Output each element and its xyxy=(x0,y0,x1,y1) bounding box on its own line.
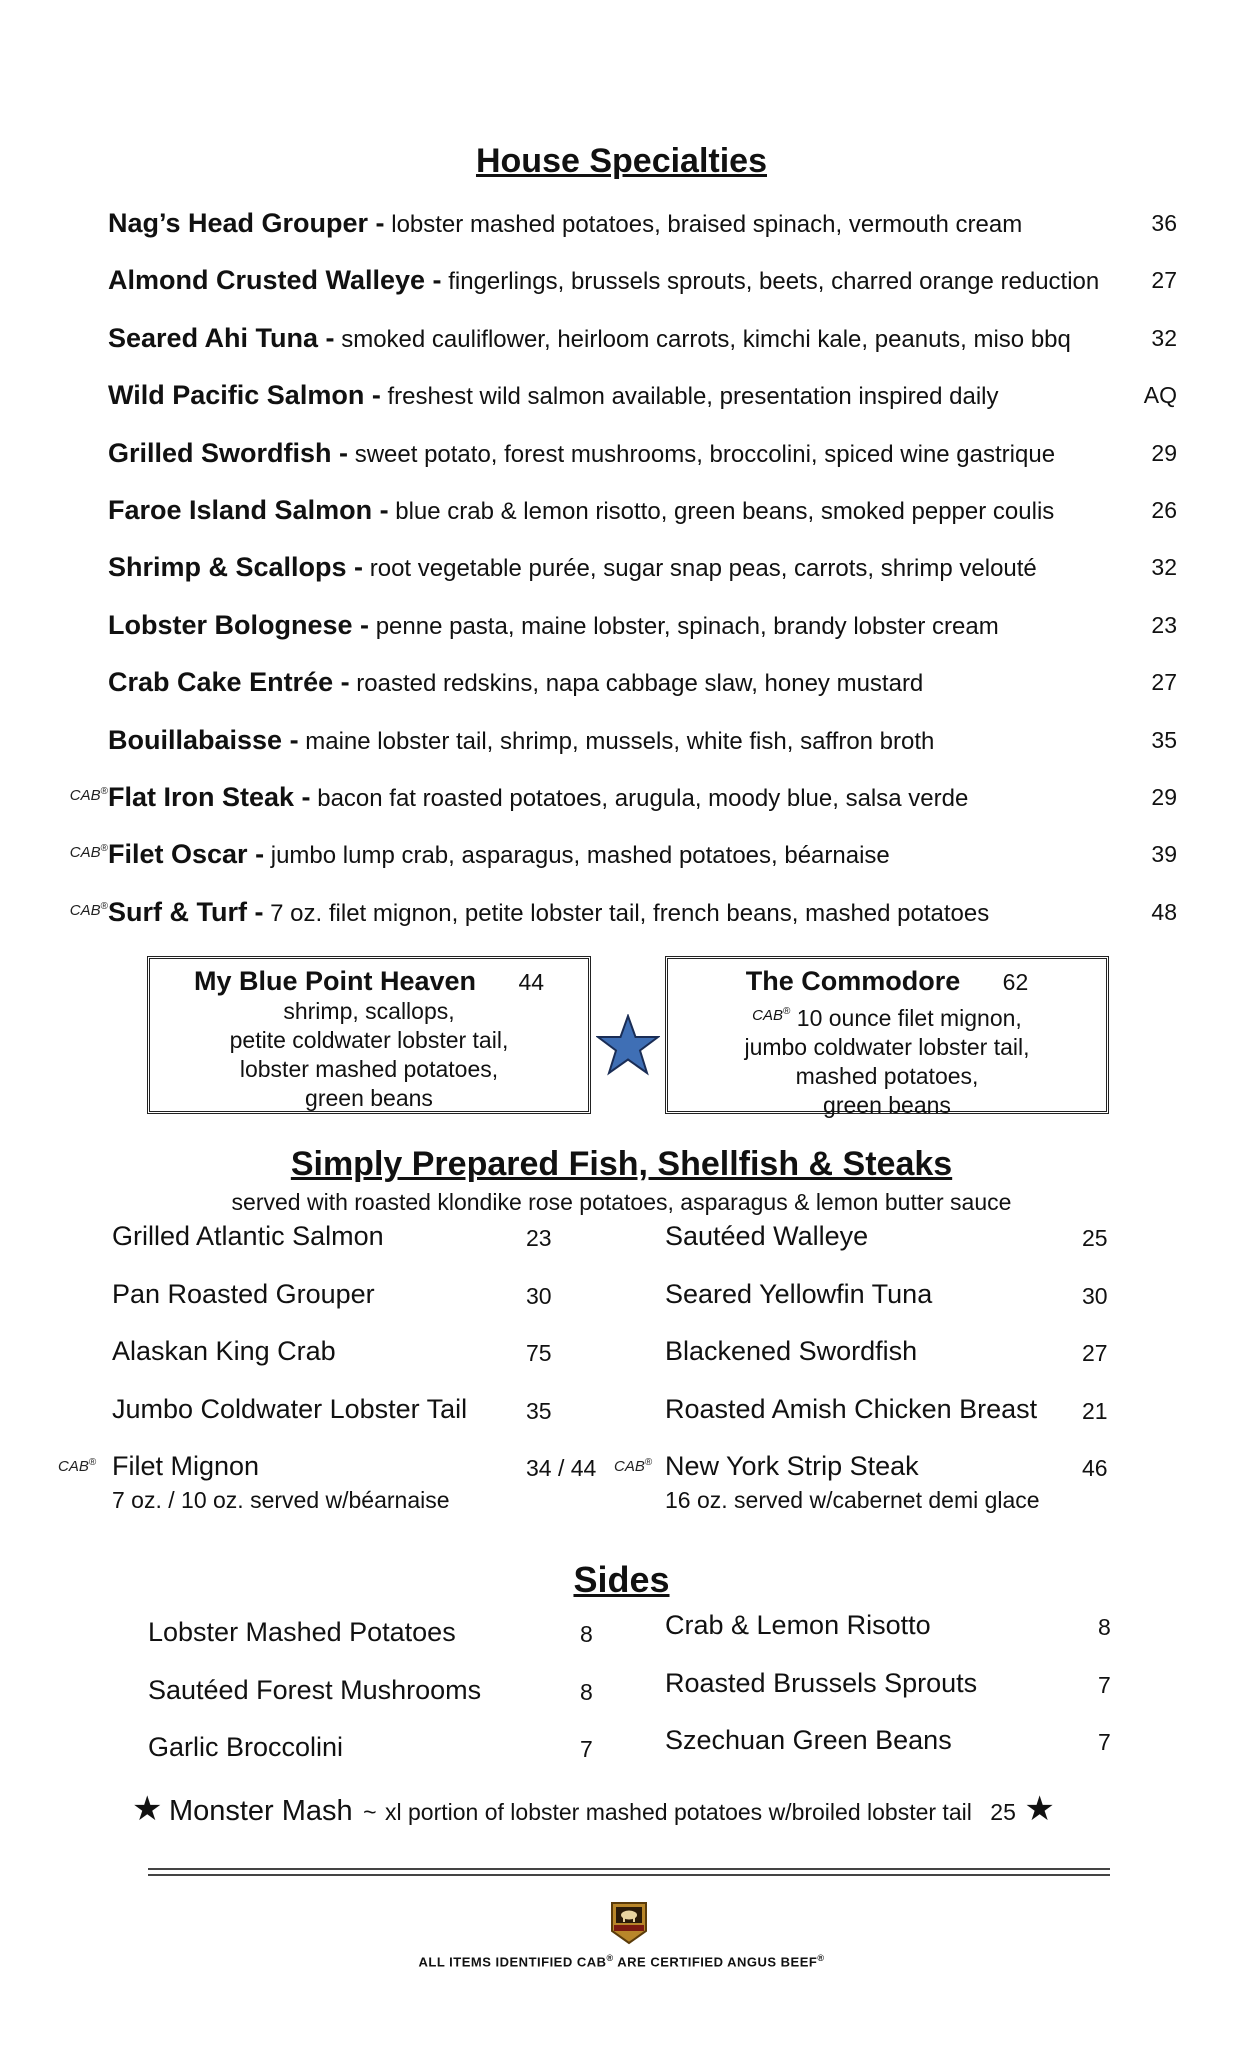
menu-item-name: Grilled Swordfish - xyxy=(108,437,349,468)
menu-item-price: 29 xyxy=(1151,439,1177,466)
menu-item-price: 34 / 44 xyxy=(526,1455,597,1482)
menu-item-price: 25 xyxy=(1082,1225,1108,1251)
menu-item xyxy=(0,495,1243,535)
menu-item-description: smoked cauliflower, heirloom carrots, kimchi kale, peanuts, miso bbq xyxy=(341,325,1071,353)
menu-item xyxy=(0,265,1243,305)
feature-line: green beans xyxy=(305,1085,433,1111)
feature-box-commodore xyxy=(665,956,1109,1118)
menu-item-price: 27 xyxy=(1151,267,1177,294)
side-item-name: Szechuan Green Beans xyxy=(665,1725,952,1755)
menu-item xyxy=(665,1336,1108,1376)
side-item xyxy=(148,1617,593,1648)
menu-item-name: Jumbo Coldwater Lobster Tail xyxy=(112,1393,468,1424)
menu-item-text xyxy=(108,323,1071,354)
menu-item-price: 27 xyxy=(1151,669,1177,696)
menu-item-description: root vegetable purée, sugar snap peas, carrots, shrimp velouté xyxy=(369,555,1037,583)
menu-item-description: sweet potato, forest mushrooms, broccolini, spiced wine gastrique xyxy=(354,440,1056,468)
menu-item-name: Blackened Swordfish xyxy=(665,1336,918,1367)
menu-item-description: lobster mashed potatoes, braised spinach, vermouth cream xyxy=(391,211,1023,238)
menu-item-name: Bouillabaisse - xyxy=(108,724,299,755)
menu-item-description: maine lobster tail, shrimp, mussels, white fish, saffron broth xyxy=(305,727,935,755)
menu-item-text xyxy=(108,839,890,870)
side-item-name: Roasted Brussels Sprouts xyxy=(665,1667,978,1698)
feature-line: mashed potatoes, xyxy=(795,1063,979,1089)
menu-item-name: New York Strip Steak xyxy=(665,1451,919,1482)
star-icon: ★ xyxy=(132,1790,163,1828)
menu-item-name: Seared Yellowfin Tuna xyxy=(665,1278,933,1309)
menu-item-name: Pan Roasted Grouper xyxy=(112,1278,375,1309)
menu-item-name: Nag’s Head Grouper - xyxy=(108,208,385,238)
menu-item-price: 48 xyxy=(1151,898,1177,925)
star-icon: ★ xyxy=(1024,1790,1055,1828)
side-item-price: 7 xyxy=(1098,1729,1111,1755)
menu-item-name: Grilled Atlantic Salmon xyxy=(112,1221,384,1251)
menu-item-name: Filet Oscar - xyxy=(108,839,265,870)
menu-item xyxy=(665,1393,1108,1434)
menu-item-price: 46 xyxy=(1082,1455,1108,1482)
menu-item-price: 30 xyxy=(526,1282,552,1309)
menu-item-name: Flat Iron Steak - xyxy=(108,782,311,812)
cab-mark: CAB® xyxy=(69,786,108,804)
menu-item-price: 32 xyxy=(1151,554,1177,581)
side-item-price: 8 xyxy=(580,1678,593,1705)
star-icon xyxy=(596,1014,660,1076)
side-item xyxy=(665,1610,1111,1641)
menu-item-description: jumbo lump crab, asparagus, mashed potatoes, béarnaise xyxy=(270,842,890,870)
menu-item-description: 7 oz. / 10 oz. served w/béarnaise xyxy=(112,1487,450,1514)
menu-item-description: bacon fat roasted potatoes, arugula, moody blue, salsa verde xyxy=(317,785,969,812)
menu-item-name: Shrimp & Scallops - xyxy=(108,552,364,583)
menu-item-description: blue crab & lemon risotto, green beans, smoked pepper coulis xyxy=(395,498,1055,525)
menu-item-description: fingerlings, brussels sprouts, beets, charred orange reduction xyxy=(448,268,1100,296)
menu-item xyxy=(0,208,1243,248)
menu-item xyxy=(112,1336,552,1376)
menu-item-description: roasted redskins, napa cabbage slaw, honey mustard xyxy=(356,670,924,698)
menu-item-name: Almond Crusted Walleye - xyxy=(108,265,442,296)
monster-mash-price: 25 xyxy=(990,1799,1016,1825)
feature-line: petite coldwater lobster tail, xyxy=(229,1027,509,1053)
divider xyxy=(148,1874,1110,1876)
cab-mark: CAB® xyxy=(69,900,108,919)
menu-item xyxy=(614,1451,1108,1514)
sides-title: Sides xyxy=(573,1559,670,1600)
feature-line: jumbo coldwater lobster tail, xyxy=(744,1034,1030,1060)
menu-item xyxy=(112,1393,552,1434)
menu-item xyxy=(0,897,1243,937)
simply-prepared-title: Simply Prepared Fish, Shellfish & Steaks xyxy=(290,1145,953,1183)
side-item xyxy=(148,1674,593,1706)
menu-item-price: 35 xyxy=(526,1397,552,1424)
menu-item-text xyxy=(108,265,1099,296)
side-item-name: Lobster Mashed Potatoes xyxy=(148,1617,456,1647)
menu-item-description: penne pasta, maine lobster, spinach, brandy lobster cream xyxy=(375,612,999,640)
menu-item-text xyxy=(108,208,1022,239)
feature-price: 62 xyxy=(1002,969,1029,995)
menu-item-price: 36 xyxy=(1151,210,1177,236)
menu-item-name: Surf & Turf - xyxy=(108,896,264,927)
menu-item-text xyxy=(108,495,1054,526)
feature-box-blue-point-heaven xyxy=(147,956,591,1114)
menu-item-name: Filet Mignon xyxy=(112,1451,260,1482)
menu-item xyxy=(0,839,1243,879)
menu-item-price: 27 xyxy=(1082,1340,1108,1367)
menu-item-price: 21 xyxy=(1082,1397,1108,1424)
menu-item-text xyxy=(108,782,968,813)
side-item-name: Crab & Lemon Risotto xyxy=(665,1610,931,1640)
menu-item xyxy=(665,1221,1108,1261)
menu-item-price: 23 xyxy=(1151,611,1177,638)
menu-item-price: 26 xyxy=(1151,497,1177,523)
menu-item xyxy=(0,782,1243,822)
side-item-name: Garlic Broccolini xyxy=(148,1732,344,1762)
menu-item-text xyxy=(108,438,1055,469)
menu-item-price: 23 xyxy=(526,1225,552,1251)
menu-item-name: Faroe Island Salmon - xyxy=(108,495,389,525)
menu-item xyxy=(0,725,1243,765)
feature-title: The Commodore xyxy=(745,966,961,996)
menu-item-text xyxy=(108,610,999,641)
feature-line: 10 ounce filet mignon, xyxy=(796,1005,1022,1031)
cab-mark: CAB® xyxy=(614,1457,653,1476)
cab-disclaimer: ALL ITEMS IDENTIFIED CAB® ARE CERTIFIED ANGUS BEEF® xyxy=(418,1953,825,1970)
menu-item-name: Roasted Amish Chicken Breast xyxy=(665,1393,1038,1424)
side-item xyxy=(665,1725,1111,1756)
menu-item-name: Alaskan King Crab xyxy=(112,1336,336,1367)
cab-mark: CAB® xyxy=(69,843,108,862)
side-item xyxy=(148,1732,593,1763)
menu-item-price: 30 xyxy=(1082,1282,1108,1309)
cab-mark: CAB® xyxy=(58,1457,97,1476)
menu-item xyxy=(0,552,1243,592)
side-item-price: 8 xyxy=(1098,1614,1111,1640)
certified-angus-beef-logo xyxy=(608,1901,650,1945)
feature-line: shrimp, scallops, xyxy=(283,998,455,1024)
menu-item xyxy=(0,380,1243,420)
menu-item xyxy=(0,610,1243,650)
menu-item xyxy=(665,1278,1108,1319)
menu-item-price: 32 xyxy=(1151,324,1177,351)
monster-mash-name: Monster Mash xyxy=(168,1795,353,1827)
side-item-name: Sautéed Forest Mushrooms xyxy=(148,1674,482,1705)
menu-item-text xyxy=(108,380,998,411)
menu-item-text xyxy=(108,667,923,698)
side-item xyxy=(665,1667,1111,1699)
monster-mash-row xyxy=(132,1789,1055,1829)
menu-item xyxy=(112,1221,552,1261)
divider xyxy=(148,1868,1110,1870)
menu-item-text xyxy=(108,725,934,756)
menu-item-description: freshest wild salmon available, presentation inspired daily xyxy=(387,383,999,411)
menu-item-name: Sautéed Walleye xyxy=(665,1221,869,1251)
side-item-price: 8 xyxy=(580,1621,593,1647)
menu-item xyxy=(58,1451,597,1514)
menu-item-price: 35 xyxy=(1151,726,1177,753)
side-item-price: 7 xyxy=(1098,1671,1111,1698)
menu-item xyxy=(112,1278,552,1319)
simply-prepared-subtitle: served with roasted klondike rose potatoes, asparagus & lemon butter sauce xyxy=(231,1189,1012,1215)
menu-item xyxy=(0,667,1243,707)
house-specialties-title: House Specialties xyxy=(475,142,767,180)
menu-item-price: 29 xyxy=(1151,784,1177,810)
menu-item-name: Wild Pacific Salmon - xyxy=(108,380,381,411)
menu-item-name: Seared Ahi Tuna - xyxy=(108,322,335,353)
side-item-price: 7 xyxy=(580,1736,593,1762)
menu-item-text xyxy=(108,552,1037,583)
menu-item-name: Lobster Bolognese - xyxy=(108,609,370,640)
menu-item-description: 7 oz. filet mignon, petite lobster tail, french beans, mashed potatoes xyxy=(270,899,990,927)
cab-mark: CAB® xyxy=(752,1006,791,1024)
menu-item-price: 39 xyxy=(1151,841,1177,868)
menu-item xyxy=(0,323,1243,363)
menu-item-name: Crab Cake Entrée - xyxy=(108,667,350,698)
feature-line: green beans xyxy=(823,1092,951,1118)
menu-item-description: 16 oz. served w/cabernet demi glace xyxy=(665,1487,1040,1514)
feature-line: lobster mashed potatoes, xyxy=(239,1056,499,1082)
menu-item xyxy=(0,438,1243,478)
menu-item-price: AQ xyxy=(1143,382,1177,409)
menu-item-price: 75 xyxy=(526,1340,552,1367)
feature-title: My Blue Point Heaven xyxy=(193,966,477,996)
monster-mash-desc: xl portion of lobster mashed potatoes w/broiled lobster tail xyxy=(385,1799,972,1825)
feature-price: 44 xyxy=(518,969,545,995)
tilde: ~ xyxy=(363,1799,377,1825)
menu-item-text xyxy=(108,897,989,928)
